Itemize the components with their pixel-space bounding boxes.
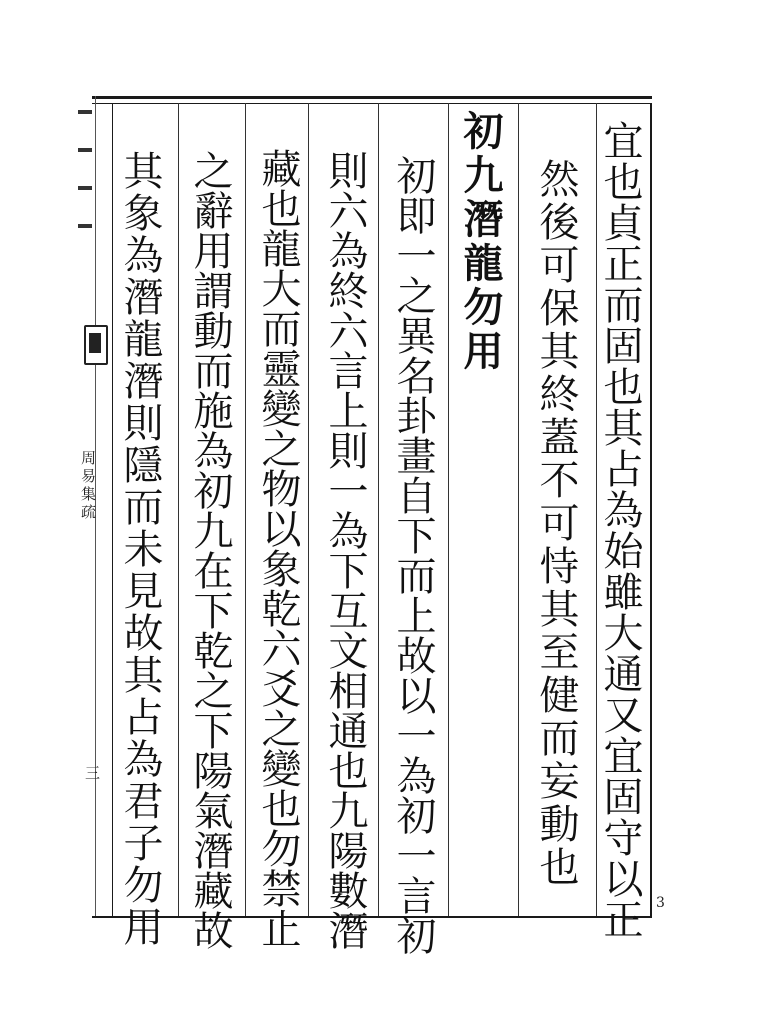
- column-rule: [448, 103, 449, 916]
- text-column-5: 則六為終六言上則一為下互文相通也九陽數潛: [322, 150, 368, 950]
- column-rule: [518, 103, 519, 916]
- column-rule: [245, 103, 246, 916]
- column-rule: [308, 103, 309, 916]
- text-column-2: 然後可保其終蓋不可恃其至健而妄動也: [533, 158, 579, 889]
- column-rule: [178, 103, 179, 916]
- text-column-1: 宜也貞正而固也其占為始雖大通又宜固守以正: [597, 120, 643, 940]
- text-column-7: 之辭用謂動而施為初九在下乾之下陽氣潛藏故: [187, 150, 233, 950]
- frame-top-inner-rule: [92, 103, 652, 104]
- margin-page-number: 三: [83, 765, 101, 780]
- margin-book-title: 周易集疏: [79, 450, 97, 522]
- frame-right-rule: [650, 103, 652, 918]
- text-column-8: 其象為潛龍潛則隱而未見故其占為君子勿用: [117, 150, 163, 948]
- margin-marks: [76, 110, 96, 280]
- frame-bottom-rule: [92, 916, 652, 918]
- column-rule: [378, 103, 379, 916]
- text-column-4: 初即一之異名卦畫自下而上故以一為初一言初: [390, 155, 436, 955]
- right-margin-mark: 3: [656, 895, 665, 911]
- section-heading: 初九潛龍勿用: [457, 110, 504, 374]
- fishtail-mark-icon: [84, 325, 108, 365]
- text-column-6: 藏也龍大而靈變之物以象乾六爻之變也勿禁止: [255, 148, 301, 948]
- frame-left-rule: [112, 103, 113, 918]
- frame-top-rule: [92, 96, 652, 99]
